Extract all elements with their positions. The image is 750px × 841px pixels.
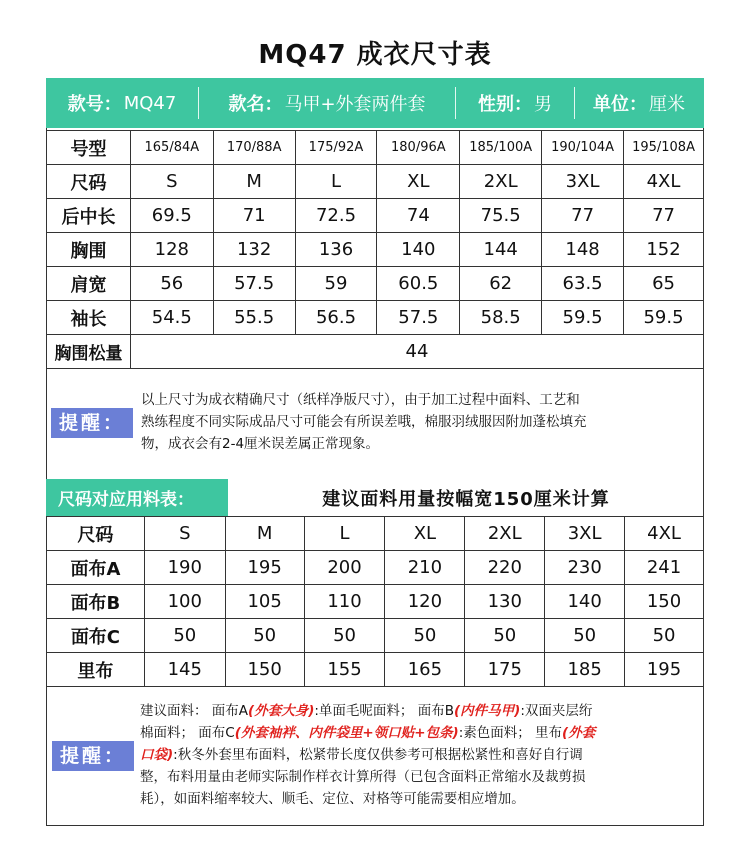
style-number: 款号： MQ47 <box>67 92 177 115</box>
cell: XL <box>385 517 465 551</box>
cell: 50 <box>625 619 704 653</box>
cell: 140 <box>377 233 460 267</box>
fabric-table <box>46 516 704 687</box>
row-label: 里布 <box>47 653 145 687</box>
cell: 62 <box>460 267 542 301</box>
reminder-badge: 提醒： <box>51 408 133 438</box>
row-label: 尺码 <box>47 165 131 199</box>
cell: S <box>130 165 213 199</box>
cell: 56.5 <box>295 301 377 335</box>
cell: 165/84A <box>130 131 213 165</box>
header-bar <box>46 78 704 128</box>
cell: 57.5 <box>213 267 295 301</box>
cell: 155 <box>304 653 385 687</box>
cell: 110 <box>304 585 385 619</box>
row-label: 号型 <box>47 131 131 165</box>
row-label: 袖长 <box>47 301 131 335</box>
reminder-note <box>46 371 704 479</box>
cell: 130 <box>465 585 545 619</box>
cell: 210 <box>385 551 465 585</box>
row-label: 肩宽 <box>47 267 131 301</box>
cell: 175 <box>465 653 545 687</box>
cell: 3XL <box>545 517 625 551</box>
cell: XL <box>377 165 460 199</box>
table-row <box>47 233 704 267</box>
cell: 144 <box>460 233 542 267</box>
table-row <box>47 165 704 199</box>
size-table <box>46 130 704 369</box>
table-row <box>47 551 704 585</box>
cell: L <box>295 165 377 199</box>
cell: 100 <box>144 585 225 619</box>
cell: 77 <box>542 199 624 233</box>
cell: 128 <box>130 233 213 267</box>
cell: 54.5 <box>130 301 213 335</box>
cell: 69.5 <box>130 199 213 233</box>
table-row <box>47 267 704 301</box>
cell: 145 <box>144 653 225 687</box>
cell: 77 <box>624 199 704 233</box>
cell: 120 <box>385 585 465 619</box>
cell: 59.5 <box>624 301 704 335</box>
row-label: 胸围松量 <box>47 335 131 369</box>
gender: 性别： 男 <box>478 94 552 115</box>
cell: S <box>144 517 225 551</box>
table-row <box>47 653 704 687</box>
row-label: 面布A <box>47 551 145 585</box>
table-row <box>47 619 704 653</box>
row-label: 后中长 <box>47 199 131 233</box>
cell: 71 <box>213 199 295 233</box>
cell: 148 <box>542 233 624 267</box>
table-row <box>47 131 704 165</box>
cell: 57.5 <box>377 301 460 335</box>
cell: 132 <box>213 233 295 267</box>
table-row <box>47 585 704 619</box>
cell: 50 <box>304 619 385 653</box>
cell: 2XL <box>465 517 545 551</box>
cell: 136 <box>295 233 377 267</box>
cell: 4XL <box>624 165 704 199</box>
cell: 65 <box>624 267 704 301</box>
cell: 50 <box>545 619 625 653</box>
cell: 3XL <box>542 165 624 199</box>
cell: 75.5 <box>460 199 542 233</box>
cell: 50 <box>144 619 225 653</box>
row-label: 胸围 <box>47 233 131 267</box>
row-label: 面布B <box>47 585 145 619</box>
cell: 185 <box>545 653 625 687</box>
fabric-section-title: 建议面料用量按幅宽150厘米计算 <box>322 488 610 510</box>
cell: 50 <box>385 619 465 653</box>
cell: L <box>304 517 385 551</box>
fabric-reminder-text: 建议面料： 面布A(外套大身):单面毛呢面料； 面布B(内件马甲):双面夹层绗 棉面料； 面布C(外套袖袢、内件袋里+领口贴+包条):素色面料； 里布(外套 口袋):秋冬外套里布面料，松紧带长度仅供参考可根据松紧性和喜好自行调 整，布料用量由老师实际制作样衣计算所得（已包含面料正常缩水及裁剪损 耗），如面料缩率较大、顺毛、定位、对格等可能需要相应增加。 <box>140 703 596 807</box>
unit: 单位： 厘米 <box>593 94 685 115</box>
cell: M <box>213 165 295 199</box>
cell: 152 <box>624 233 704 267</box>
style-name: 款名： 马甲+外套两件套 <box>228 94 426 115</box>
cell: 180/96A <box>377 131 460 165</box>
cell: 105 <box>225 585 304 619</box>
cell: 58.5 <box>460 301 542 335</box>
cell: 63.5 <box>542 267 624 301</box>
cell: 220 <box>465 551 545 585</box>
cell: M <box>225 517 304 551</box>
reminder-badge: 提醒： <box>52 741 134 771</box>
table-row <box>47 199 704 233</box>
page-title: MQ47 成衣尺寸表 <box>258 40 492 70</box>
cell: 59 <box>295 267 377 301</box>
cell: 4XL <box>625 517 704 551</box>
cell: 140 <box>545 585 625 619</box>
cell: 59.5 <box>542 301 624 335</box>
table-row <box>47 301 704 335</box>
cell: 74 <box>377 199 460 233</box>
cell: 50 <box>465 619 545 653</box>
cell: 241 <box>625 551 704 585</box>
cell: 60.5 <box>377 267 460 301</box>
table-row <box>47 517 704 551</box>
fabric-reminder-note <box>46 687 704 826</box>
cell: 150 <box>625 585 704 619</box>
row-label: 面布C <box>47 619 145 653</box>
cell: 195 <box>225 551 304 585</box>
cell: 72.5 <box>295 199 377 233</box>
cell: 190 <box>144 551 225 585</box>
cell: 230 <box>545 551 625 585</box>
fabric-section-label: 尺码对应用料表： <box>46 479 228 516</box>
cell: 185/100A <box>460 131 542 165</box>
cell: 170/88A <box>213 131 295 165</box>
table-row <box>47 335 704 369</box>
reminder-text: 以上尺寸为成衣精确尺寸（纸样净版尺寸），由于加工过程中面料、工艺和 熟练程度不同实际成品尺寸可能会有所误差哦，棉服羽绒服因附加蓬松填充 物，成衣会有2-4厘米误差属正常现象。 <box>141 392 587 452</box>
row-label: 尺码 <box>47 517 145 551</box>
cell: 2XL <box>460 165 542 199</box>
cell: 175/92A <box>295 131 377 165</box>
cell: 195/108A <box>624 131 704 165</box>
cell: 56 <box>130 267 213 301</box>
cell: 195 <box>625 653 704 687</box>
fabric-section-header <box>46 479 704 517</box>
cell: 190/104A <box>542 131 624 165</box>
cell: 55.5 <box>213 301 295 335</box>
cell: 50 <box>225 619 304 653</box>
cell: 200 <box>304 551 385 585</box>
cell: 150 <box>225 653 304 687</box>
cell: 44 <box>130 335 703 369</box>
cell: 165 <box>385 653 465 687</box>
